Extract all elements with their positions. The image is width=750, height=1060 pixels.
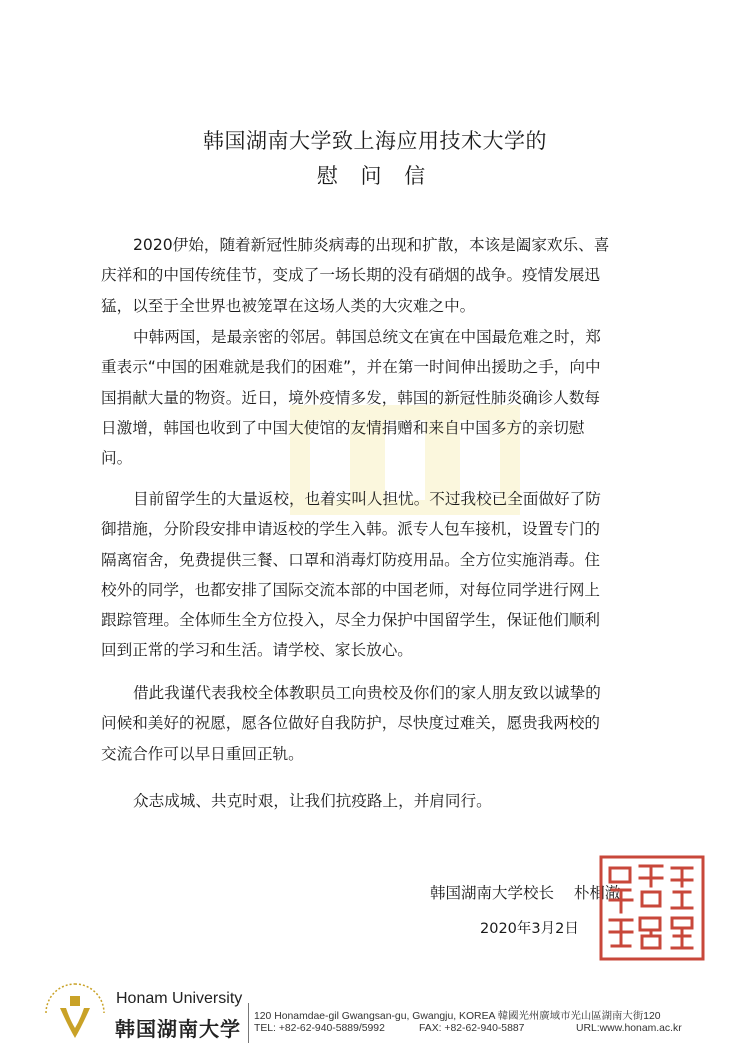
paragraph-line: 重表示“中国的困难就是我们的困难”，并在第一时间伸出援助之手，向中 [101,358,601,377]
university-name-en: Honam University [116,990,243,1007]
paragraph-line: 众志成城、共克时艰，让我们抗疫路上，并肩同行。 [133,792,492,810]
letter-subtitle: 慰 问 信 [316,164,434,188]
paragraph-line: 目前留学生的大量返校，也着实叫人担忧。不过我校已全面做好了防 [133,490,601,508]
honam-university-logo-icon [40,978,110,1048]
paragraph-line: 借此我谨代表我校全体教职员工向贵校及你们的家人朋友致以诚挚的 [133,684,601,702]
paragraph-line: 回到正常的学习和生活。请学校、家长放心。 [101,641,413,660]
paragraph-2 [101,322,661,473]
paragraph-line: 御措施，分阶段安排申请返校的学生入韩。派专人包车接机，设置专门的 [101,520,601,539]
letter-title: 韩国湖南大学致上海应用技术大学的 [203,129,547,153]
footer-address: 120 Honamdae-gil Gwangsan-gu, Gwangju, KOREA 韓國光州廣域市光山區湖南大街120 [254,1011,661,1022]
paragraph-5 [101,786,661,816]
university-name-zh: 韩国湖南大学 [115,1017,241,1041]
footer-tel: TEL: +82-62-940-5889/5992 [254,1023,385,1034]
footer-fax: FAX: +82-62-940-5887 [419,1023,525,1034]
footer-contact [254,1023,682,1034]
paragraph-line: 隔离宿舍，免费提供三餐、口罩和消毒灯防疫用品。全方位实施消毒。住 [101,550,601,569]
president-seal-icon [596,852,708,964]
paragraph-3 [101,484,661,666]
paragraph-line: 猛，以至于全世界也被笼罩在这场人类的大灾难之中。 [101,296,476,315]
paragraph-line: 问。 [101,449,133,468]
paragraph-line: 问候和美好的祝愿，愿各位做好自我防护，尽快度过难关，愿贵我两校的 [101,714,601,733]
paragraph-1 [101,230,661,321]
signature [430,881,620,903]
paragraph-line: 庆祥和的中国传统佳节，变成了一场长期的没有硝烟的战争。疫情发展迅 [101,266,601,285]
signature-name: 朴相澈 [573,884,621,902]
paragraph-line: 中韩两国，是最亲密的邻居。韩国总统文在寅在中国最危难之时，郑 [133,328,601,346]
paragraph-line: 交流合作可以早日重回正轨。 [101,744,304,763]
paragraph-4 [101,678,661,769]
paragraph-line: 2020伊始，随着新冠性肺炎病毒的出现和扩散，本该是阖家欢乐、喜 [133,236,610,254]
footer-url[interactable]: URL:www.honam.ac.kr [576,1023,682,1034]
paragraph-line: 日激增，韩国也收到了中国大使馆的友情捐赠和来自中国多方的亲切慰 [101,418,585,437]
paragraph-line: 跟踪管理。全体师生全方位投入，尽全力保护中国留学生，保证他们顺利 [101,611,601,630]
paragraph-line: 校外的同学，也都安排了国际交流本部的中国老师，对每位同学进行网上 [101,580,601,599]
footer-divider [248,1003,249,1043]
paragraph-line: 国捐献大量的物资。近日，境外疫情多发，韩国的新冠性肺炎确诊人数每 [101,388,601,407]
signature-title: 韩国湖南大学校长 [430,884,555,902]
letter-date: 2020年3月2日 [480,921,579,937]
